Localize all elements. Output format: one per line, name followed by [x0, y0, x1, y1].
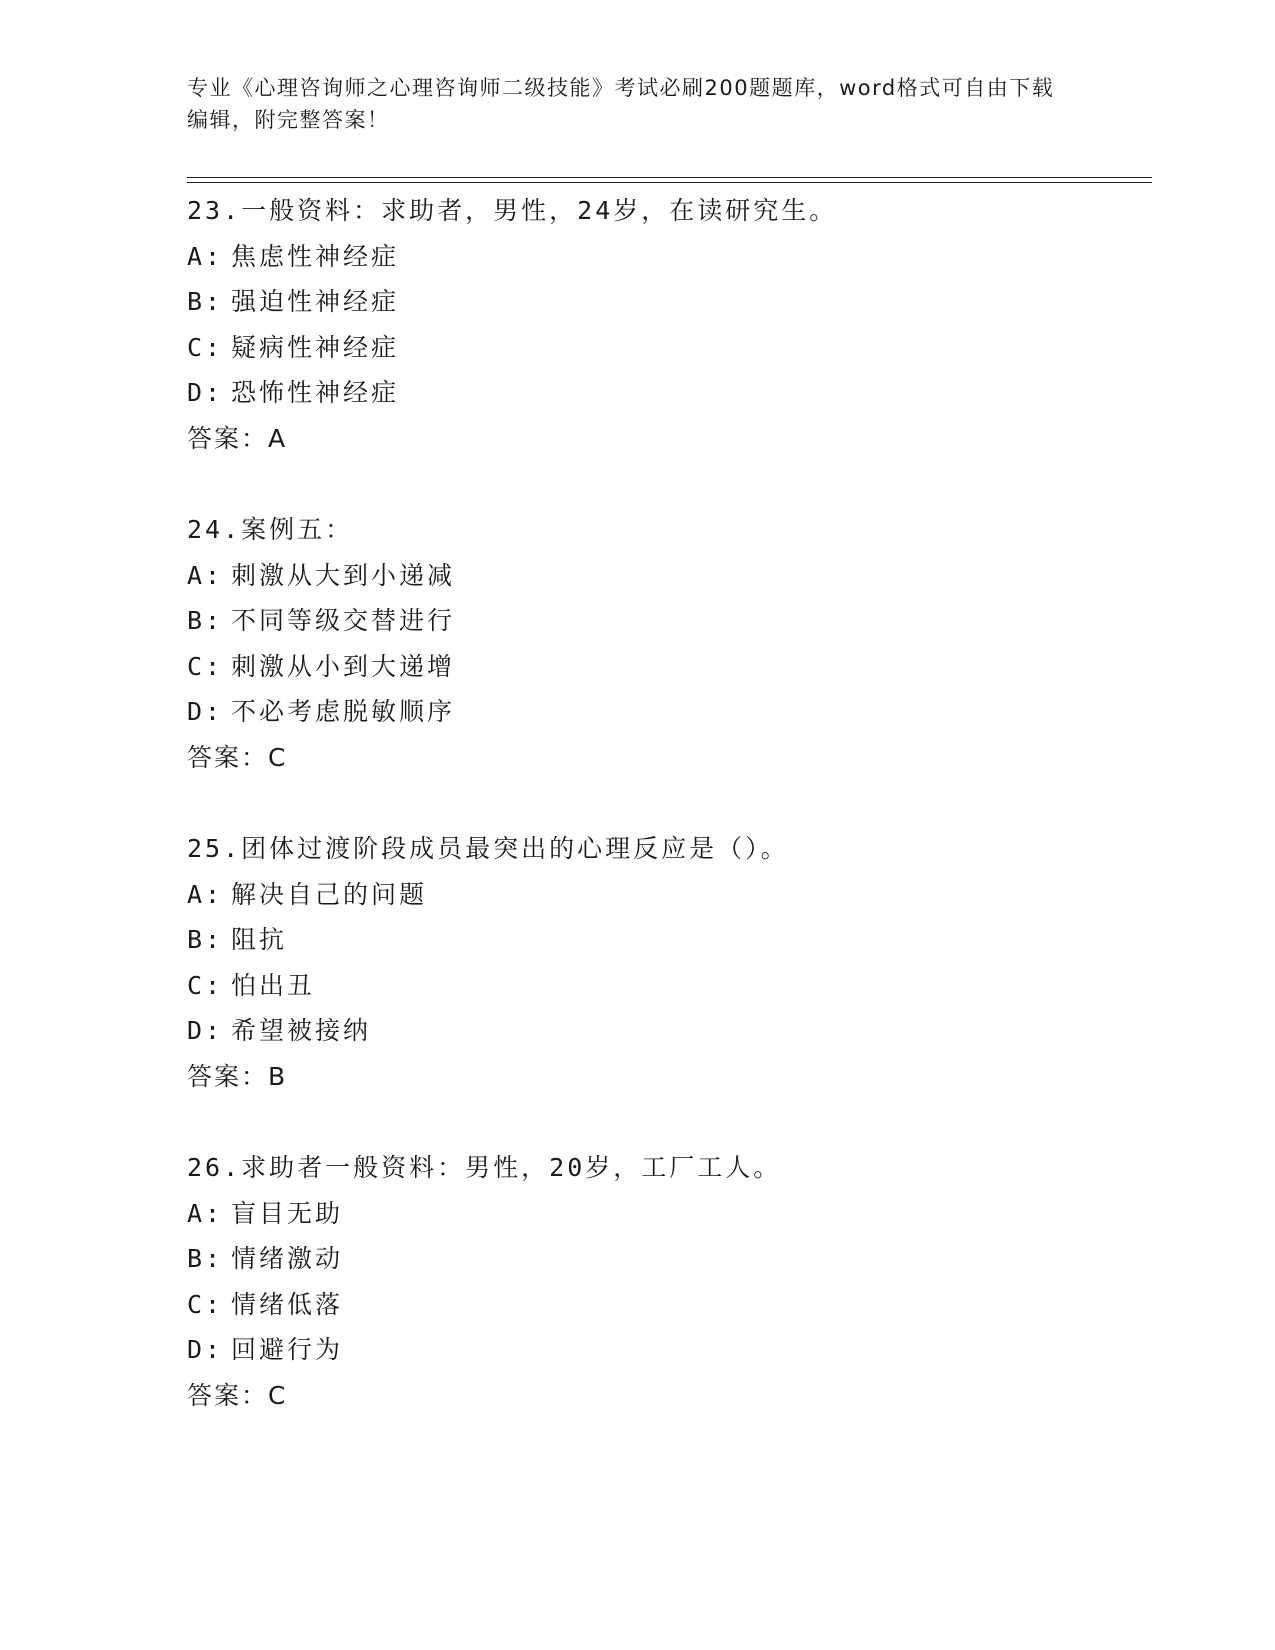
option-letter: D: — [187, 1335, 224, 1364]
option-c — [187, 644, 1147, 690]
document-header: 专业《心理咨询师之心理咨询师二级技能》考试必刷200题题库，word格式可自由下载编辑，附完整答案！ — [187, 76, 1055, 132]
option-text: 阻抗 — [231, 925, 288, 954]
option-letter: A: — [187, 560, 224, 590]
option-letter: A: — [187, 241, 224, 271]
header-divider-top — [187, 177, 1152, 178]
option-d — [187, 1008, 1147, 1054]
option-text: 强迫性神经症 — [231, 287, 400, 316]
option-a — [187, 553, 1147, 599]
option-text: 恐怖性神经症 — [231, 378, 400, 407]
option-c — [187, 1282, 1147, 1328]
option-c — [187, 963, 1147, 1009]
question-list — [187, 188, 1147, 1464]
option-letter: D: — [187, 697, 224, 726]
option-letter: B: — [187, 287, 224, 316]
option-text: 解决自己的问题 — [231, 879, 428, 909]
option-d — [187, 1327, 1147, 1373]
option-text: 回避行为 — [231, 1335, 344, 1364]
answer-line: 答案：C — [187, 1380, 288, 1410]
option-a — [187, 1191, 1147, 1237]
option-text: 盲目无助 — [231, 1198, 344, 1228]
question-stem: 24.案例五： — [187, 515, 354, 544]
option-letter: B: — [187, 606, 224, 635]
option-letter: A: — [187, 879, 224, 909]
option-b — [187, 917, 1147, 963]
answer-line: 答案：A — [187, 423, 288, 453]
option-d — [187, 689, 1147, 735]
option-b — [187, 279, 1147, 325]
option-letter: A: — [187, 1198, 224, 1228]
option-text: 焦虑性神经症 — [231, 241, 400, 271]
header-divider-bottom — [187, 182, 1152, 183]
question-24 — [187, 507, 1147, 780]
option-text: 刺激从大到小递减 — [231, 560, 456, 590]
question-stem: 23.一般资料：求助者，男性，24岁，在读研究生。 — [187, 196, 838, 225]
question-23 — [187, 188, 1147, 461]
question-26 — [187, 1145, 1147, 1418]
option-letter: B: — [187, 925, 224, 954]
option-b — [187, 1236, 1147, 1282]
option-text: 不同等级交替进行 — [231, 606, 456, 635]
question-stem: 26.求助者一般资料：男性，20岁，工厂工人。 — [187, 1153, 782, 1182]
option-text: 刺激从小到大递增 — [231, 651, 456, 681]
option-letter: D: — [187, 1016, 224, 1045]
answer-line: 答案：C — [187, 742, 288, 772]
option-letter: B: — [187, 1244, 224, 1273]
option-text: 不必考虑脱敏顺序 — [231, 697, 456, 726]
option-text: 疑病性神经症 — [231, 332, 400, 362]
option-d — [187, 370, 1147, 416]
option-text: 希望被接纳 — [231, 1016, 372, 1045]
option-letter: D: — [187, 378, 224, 407]
option-letter: C: — [187, 970, 224, 1000]
option-letter: C: — [187, 1289, 224, 1319]
option-a — [187, 872, 1147, 918]
answer-line: 答案：B — [187, 1061, 288, 1091]
option-letter: C: — [187, 651, 224, 681]
question-stem: 25.团体过渡阶段成员最突出的心理反应是（）。 — [187, 834, 789, 863]
option-text: 情绪低落 — [231, 1289, 344, 1319]
question-25 — [187, 826, 1147, 1099]
option-a — [187, 234, 1147, 280]
option-text: 情绪激动 — [231, 1244, 344, 1273]
option-b — [187, 598, 1147, 644]
option-c — [187, 325, 1147, 371]
option-text: 怕出丑 — [231, 970, 316, 1000]
option-letter: C: — [187, 332, 224, 362]
